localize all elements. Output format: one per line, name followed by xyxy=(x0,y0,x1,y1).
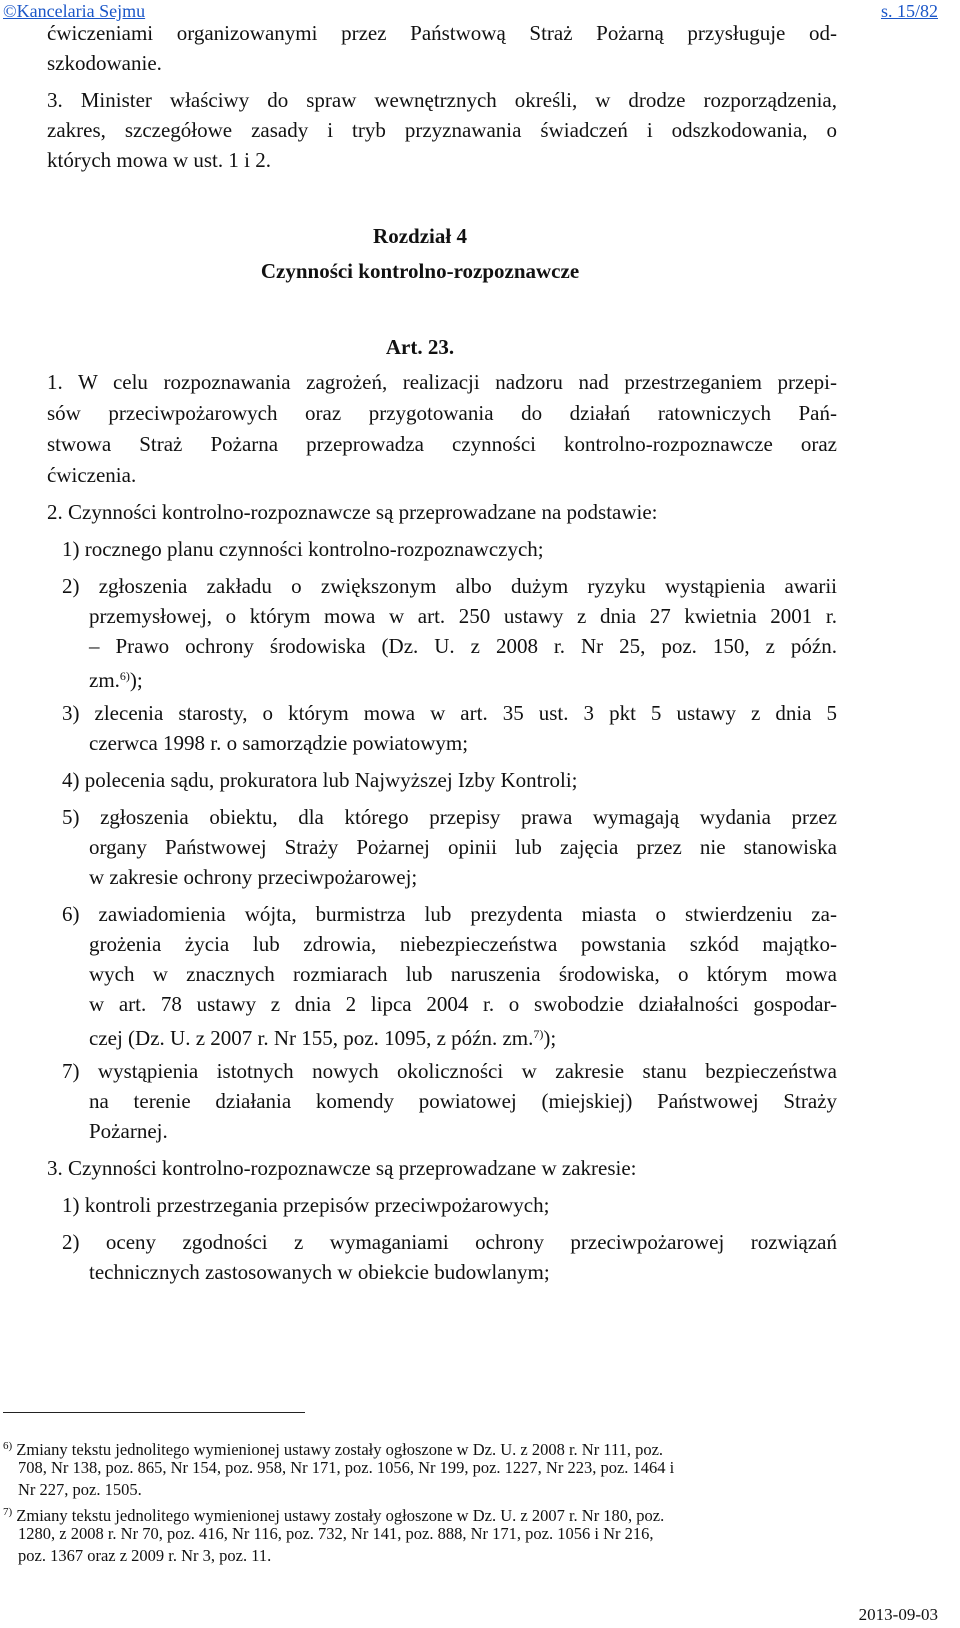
ust2-point-5-line-3: w zakresie ochrony przeciwpożarowej; xyxy=(89,865,418,889)
ust2-point-4: 4) polecenia sądu, prokuratora lub Najwyższej Izby Kontroli; xyxy=(62,768,578,792)
header-page-number xyxy=(881,0,938,22)
footnote-6-text-1: Zmiany tekstu jednolitego wymienionej ustawy zostały ogłoszone w Dz. U. z 2008 r. Nr 111, poz. xyxy=(16,1440,664,1459)
ust1-line-4: ćwiczenia. xyxy=(47,463,137,487)
ust1-line-2: sów przeciwpożarowych oraz przygotowania do działań ratowniczych Pań- xyxy=(47,401,837,425)
footnote-7-mark: 7) xyxy=(3,1506,13,1518)
ust2-point-5-line-2: organy Państwowej Straży Pożarnej opinii lub zajęcia przez nie stanowiska xyxy=(89,835,837,859)
para-3-line-2: zakres, szczegółowe zasady i tryb przyznawania świadczeń i odszkodowania, o xyxy=(47,118,837,142)
ust1-line-3: stwowa Straż Pożarna przeprowadza czynności kontrolno-rozpoznawcze oraz xyxy=(47,432,837,456)
ust2-point-7-line-2: na terenie działania komendy powiatowej (miejskiej) Państwowej Straży xyxy=(89,1089,837,1113)
ust2-point-6-line-2: grożenia życia lub zdrowia, niebezpieczeństwa powstania szkód majątko- xyxy=(89,932,837,956)
ust2-point-2-line-2: przemysłowej, o którym mowa w art. 250 ustawy z dnia 27 kwietnia 2001 r. xyxy=(89,604,837,628)
footnote-6-line-3: Nr 227, poz. 1505. xyxy=(18,1480,142,1499)
footnote-ref-6[interactable]: 6) xyxy=(119,669,130,683)
ust2-point-1: 1) rocznego planu czynności kontrolno-rozpoznawczych; xyxy=(62,537,544,561)
para-3-line-1: 3. Minister właściwy do spraw wewnętrznych określi, w drodze rozporządzenia, xyxy=(47,88,837,112)
copyright-link[interactable]: ©Kancelaria Sejmu xyxy=(3,1,146,21)
ust2-point-6-line-1: 6) zawiadomienia wójta, burmistrza lub prezydenta miasta o stwierdzeniu za- xyxy=(62,902,837,926)
para-3-line-3: których mowa w ust. 1 i 2. xyxy=(47,148,271,172)
ust2-point-2-text: zm. xyxy=(89,668,120,692)
ust2-point-2-end: ); xyxy=(129,668,143,692)
ust3-intro: 3. Czynności kontrolno-rozpoznawcze są przeprowadzane w zakresie: xyxy=(47,1156,637,1180)
ust2-intro: 2. Czynności kontrolno-rozpoznawcze są przeprowadzane na podstawie: xyxy=(47,500,658,524)
ust2-point-6-line-5 xyxy=(89,1020,556,1052)
ust3-point-2-line-1: 2) oceny zgodności z wymaganiami ochrony przeciwpożarowej rozwiązań xyxy=(62,1230,837,1254)
ust2-point-6-line-4: w art. 78 ustawy z dnia 2 lipca 2004 r. o swobodzie działalności gospodar- xyxy=(89,992,837,1016)
footnote-7-line-3: poz. 1367 oraz z 2009 r. Nr 3, poz. 11. xyxy=(18,1546,272,1565)
footnote-ref-7[interactable]: 7) xyxy=(533,1027,544,1041)
article-heading: Art. 23. xyxy=(385,335,455,359)
footnote-separator xyxy=(3,1412,305,1413)
ust3-point-2-line-2: technicznych zastosowanych w obiekcie budowlanym; xyxy=(89,1260,550,1284)
page-number: s. 15/82 xyxy=(880,1,938,21)
ust2-point-2-line-4 xyxy=(89,662,143,694)
footnote-6-mark: 6) xyxy=(3,1440,13,1452)
chapter-title: Czynności kontrolno-rozpoznawcze xyxy=(260,259,580,283)
ust2-point-2-line-3: – Prawo ochrony środowiska (Dz. U. z 2008 r. Nr 25, poz. 150, z późn. xyxy=(89,634,837,658)
intro-line-2: szkodowanie. xyxy=(47,51,162,75)
ust2-point-6-line-3: wych w znacznych rozmiarach lub naruszenia środowiska, o którym mowa xyxy=(89,962,837,986)
ust2-point-7-line-1: 7) wystąpienia istotnych nowych okoliczności w zakresie stanu bezpieczeństwa xyxy=(62,1059,837,1083)
ust2-point-3-line-2: czerwca 1998 r. o samorządzie powiatowym; xyxy=(89,731,469,755)
ust2-point-6-text: czej (Dz. U. z 2007 r. Nr 155, poz. 1095, z późn. zm. xyxy=(89,1026,534,1050)
intro-line-1: ćwiczeniami organizowanymi przez Państwową Straż Pożarną przysługuje od- xyxy=(47,21,837,45)
footnote-6-line-2: 708, Nr 138, poz. 865, Nr 154, poz. 958, Nr 171, poz. 1056, Nr 199, poz. 1227, Nr 223, poz. 1464 i xyxy=(18,1458,675,1477)
footer-date: 2013-09-03 xyxy=(858,1605,938,1624)
ust2-point-5-line-1: 5) zgłoszenia obiektu, dla którego przepisy prawa wymagają wydania przez xyxy=(62,805,837,829)
footnote-7-line-2: 1280, z 2008 r. Nr 70, poz. 416, Nr 116, poz. 732, Nr 141, poz. 888, Nr 171, poz. 1056 i Nr 216, xyxy=(18,1524,654,1543)
ust3-point-1: 1) kontroli przestrzegania przepisów przeciwpożarowych; xyxy=(62,1193,550,1217)
ust1-line-1: 1. W celu rozpoznawania zagrożeń, realizacji nadzoru nad przestrzeganiem przepi- xyxy=(47,370,837,394)
ust2-point-6-end: ); xyxy=(543,1026,557,1050)
footnote-7-text-1: Zmiany tekstu jednolitego wymienionej ustawy zostały ogłoszone w Dz. U. z 2007 r. Nr 180, poz. xyxy=(16,1506,665,1525)
chapter-number: Rozdział 4 xyxy=(373,224,467,248)
ust2-point-3-line-1: 3) zlecenia starosty, o którym mowa w art. 35 ust. 3 pkt 5 ustawy z dnia 5 xyxy=(62,701,837,725)
ust2-point-7-line-3: Pożarnej. xyxy=(89,1119,168,1143)
ust2-point-2-line-1: 2) zgłoszenia zakładu o zwiększonym albo dużym ryzyku wystąpienia awarii xyxy=(62,574,837,598)
